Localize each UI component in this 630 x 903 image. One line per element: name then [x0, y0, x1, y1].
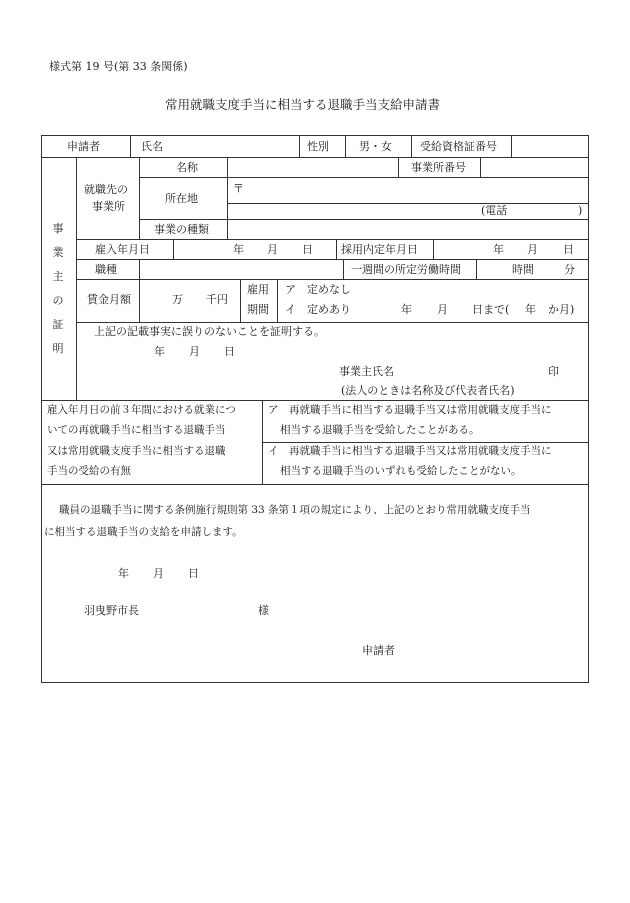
offer-date-year: 年	[493, 243, 504, 256]
employer-certification-side-label: 事 業 主 の 証 明	[52, 222, 64, 355]
address-field[interactable]	[248, 179, 586, 201]
weekly-hours-minutes: 分	[564, 263, 575, 276]
business-type-label: 事業の種類	[154, 223, 209, 236]
corporation-note: (法人のときは名称及び代表者氏名)	[341, 384, 515, 397]
workplace-label-2: 事業所	[92, 200, 125, 213]
certify-date-month: 月	[189, 345, 200, 358]
job-type-label: 職種	[95, 263, 117, 276]
history-question-line-2: いての再就職手当に相当する退職手当	[47, 424, 226, 436]
certify-statement: 上記の記載事実に誤りのないことを証明する。	[94, 325, 325, 338]
office-number-field[interactable]	[482, 159, 587, 175]
application-statement-line-2: に相当する退職手当の支給を申請します。	[44, 526, 243, 538]
employment-period-label: 雇用	[247, 283, 269, 296]
certificate-number-label: 受給資格証番号	[420, 140, 497, 153]
workplace-label: 就職先の	[84, 183, 128, 196]
period-months: か月)	[548, 303, 575, 316]
period-until-month: 月	[437, 303, 448, 316]
page-title: 常用就職支度手当に相当する退職手当支給申請書	[165, 97, 441, 112]
period-option-b[interactable]: イ 定めあり	[285, 303, 351, 316]
certificate-number-field[interactable]	[513, 137, 587, 155]
weekly-hours-hours: 時間	[512, 263, 534, 276]
hire-date-month: 月	[267, 243, 278, 256]
applicant-signature-field[interactable]	[405, 641, 580, 659]
sex-options[interactable]: 男・女	[359, 140, 392, 153]
certify-date-day: 日	[224, 345, 235, 358]
business-type-field[interactable]	[229, 221, 587, 237]
employment-period-label-2: 期間	[247, 303, 269, 316]
employer-name-field[interactable]	[400, 362, 540, 378]
company-name-field[interactable]	[229, 159, 395, 175]
sex-label: 性別	[307, 140, 329, 153]
office-number-label: 事業所番号	[411, 161, 466, 174]
application-date-month: 月	[153, 567, 164, 580]
name-field[interactable]	[180, 137, 296, 155]
addressee: 羽曳野市長	[84, 604, 139, 617]
history-question-line-1: 雇入年月日の前３年間における就業につ	[47, 404, 236, 416]
job-type-field[interactable]	[141, 261, 341, 277]
address-label: 所在地	[165, 192, 198, 205]
history-question-line-3: 又は常用就職支度手当に相当する退職	[47, 445, 226, 457]
period-years: 年	[525, 303, 536, 316]
history-option-b-line-2: 相当する退職手当のいずれも受給したことがない。	[280, 465, 522, 477]
period-until-day: 日まで(	[472, 303, 510, 316]
company-name-label: 名称	[176, 161, 198, 174]
application-applicant-label: 申請者	[362, 644, 395, 657]
postal-mark: 〒	[233, 182, 244, 195]
period-until-year: 年	[401, 303, 412, 316]
employer-name-label: 事業主氏名	[339, 365, 394, 378]
phone-close: )	[578, 204, 583, 217]
applicant-label: 申請者	[67, 140, 100, 153]
wage-thousand-yen: 千円	[206, 293, 228, 306]
application-date-year: 年	[118, 567, 129, 580]
offer-date-label: 採用内定年月日	[341, 243, 418, 256]
name-label: 氏名	[141, 140, 163, 153]
wage-label: 賃金月額	[87, 293, 131, 306]
offer-date-month: 月	[527, 243, 538, 256]
offer-date-day: 日	[563, 243, 574, 256]
phone-label: (電話	[481, 204, 508, 217]
application-date-day: 日	[188, 567, 199, 580]
history-question-line-4: 手当の受給の有無	[47, 465, 131, 477]
hire-date-year: 年	[233, 243, 244, 256]
hire-date-label: 雇入年月日	[95, 243, 150, 256]
honorific: 様	[258, 604, 269, 617]
weekly-hours-label: 一週間の所定労働時間	[351, 263, 461, 276]
wage-man: 万	[172, 293, 183, 306]
history-option-a[interactable]: ア 再就職手当に相当する退職手当又は常用就職支度手当に	[268, 404, 552, 416]
history-option-a-line-2: 相当する退職手当を受給したことがある。	[280, 424, 480, 436]
hire-date-day: 日	[302, 243, 313, 256]
period-option-a[interactable]: ア 定めなし	[285, 283, 351, 296]
application-statement-line-1: 職員の退職手当に関する条例施行規則第 33 条第１項の規定により、上記のとおり常用就職支度手当	[59, 504, 531, 516]
form-number: 様式第 19 号(第 33 条関係)	[49, 60, 188, 73]
history-option-b[interactable]: イ 再就職手当に相当する退職手当又は常用就職支度手当に	[268, 445, 552, 457]
certify-date-year: 年	[154, 345, 165, 358]
seal-mark: 印	[548, 365, 559, 378]
